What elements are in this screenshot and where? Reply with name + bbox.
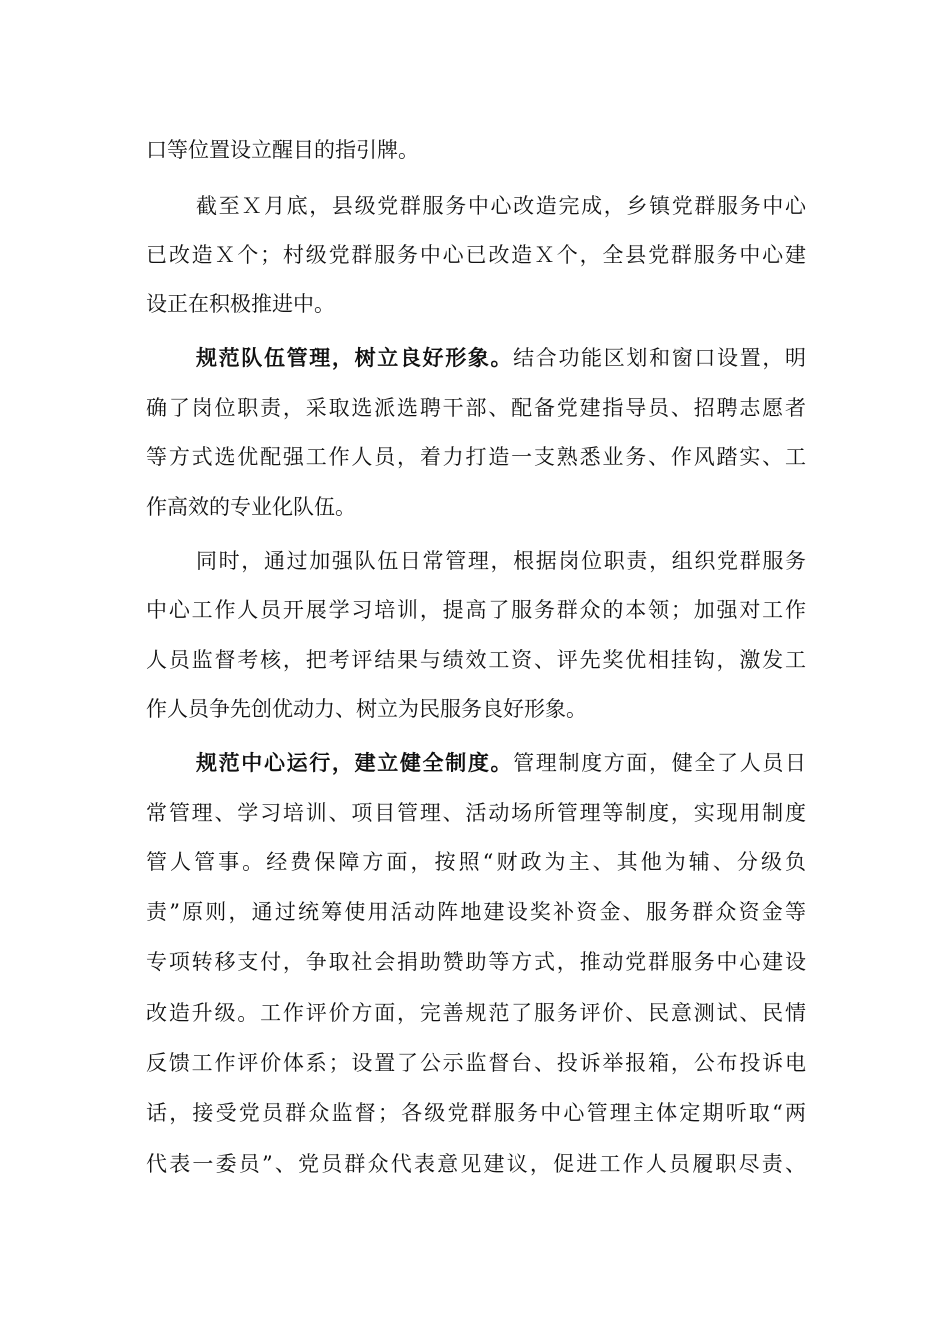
paragraph-line: 专项转移支付，争取社会捐助赞助等方式，推动党群服务中心建设	[146, 950, 806, 974]
paragraph-line: 话，接受党员群众监督；各级党群服务中心管理主体定期听取“两	[146, 1101, 806, 1125]
paragraph-line: 设正在积极推进中。	[146, 292, 335, 316]
paragraph-line: 已改造Ｘ个；村级党群服务中心已改造Ｘ个，全县党群服务中心建	[146, 243, 806, 267]
paragraph-line: 代表一委员”、党员群众代表意见建议，促进工作人员履职尽责、	[146, 1152, 806, 1176]
paragraph-line: 等方式选优配强工作人员，着力打造一支熟悉业务、作风踏实、工	[146, 445, 806, 469]
paragraph-line: 常管理、学习培训、项目管理、活动场所管理等制度，实现用制度	[146, 801, 806, 825]
paragraph-line	[196, 743, 806, 783]
paragraph-line: 口等位置设立醒目的指引牌。	[146, 138, 419, 162]
paragraph-text: 管理制度方面，健全了人员日	[513, 751, 807, 775]
paragraph-line: 责”原则，通过统筹使用活动阵地建设奖补资金、服务群众资金等	[146, 900, 806, 924]
paragraph-line: 改造升级。工作评价方面，完善规范了服务评价、民意测试、民情	[146, 1001, 806, 1025]
paragraph-line: 作人员争先创优动力、树立为民服务良好形象。	[146, 697, 587, 721]
paragraph-line	[196, 338, 806, 378]
paragraph-line: 管人管事。经费保障方面，按照“财政为主、其他为辅、分级负	[146, 850, 806, 874]
paragraph-line: 中心工作人员开展学习培训，提高了服务群众的本领；加强对工作	[146, 598, 806, 622]
paragraph-text: 结合功能区划和窗口设置，明	[513, 346, 807, 370]
paragraph-line: 截至Ｘ月底，县级党群服务中心改造完成，乡镇党群服务中心	[196, 194, 806, 218]
section-heading: 规范队伍管理，树立良好形象。	[196, 345, 514, 370]
paragraph-line: 确了岗位职责，采取选派选聘干部、配备党建指导员、招聘志愿者	[146, 396, 806, 420]
section-heading: 规范中心运行，建立健全制度。	[196, 750, 514, 775]
paragraph-line: 反馈工作评价体系；设置了公示监督台、投诉举报箱，公布投诉电	[146, 1051, 806, 1075]
paragraph-line: 作高效的专业化队伍。	[146, 495, 356, 519]
paragraph-line: 人员监督考核，把考评结果与绩效工资、评先奖优相挂钩，激发工	[146, 648, 806, 672]
paragraph-line: 同时，通过加强队伍日常管理，根据岗位职责，组织党群服务	[196, 549, 806, 573]
